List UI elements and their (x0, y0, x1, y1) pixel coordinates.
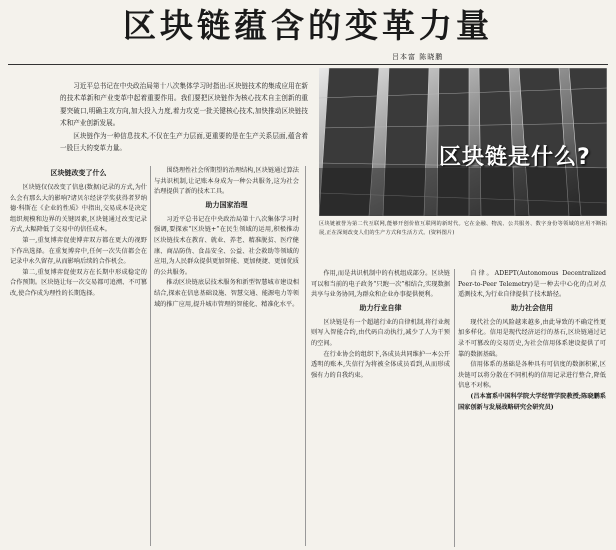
column-2 (154, 166, 299, 546)
illustration-photo (319, 68, 607, 216)
col1-para-2: 第一,重复博弈促使博弈双方都在更大的视野下作出选择。在重复博弈中,任何一次失信都会在记录中永久留存,从而影响后续的合作机会。 (10, 236, 147, 266)
section-heading-self-discipline: 助力行业自律 (359, 303, 402, 312)
header-rule (8, 64, 608, 65)
col4-para-2: 信用体系的基础是各种具有可信度的数据积累,区块链可以将分散在不同机构的信用记录进行整合,降低信息不对称。 (458, 361, 606, 390)
col4-para-1: 现代社会的风险越来越多,由此导致的不确定性更加多样化。信用是现代经济运行的基石,区块链通过记录不可篡改的交易历史,为社会信用体系建设提供了可靠的数据基础。 (458, 318, 606, 358)
photo-overlay-text: 区块链是什么? (439, 145, 591, 170)
headline: 区块链蕴含的变革力量 (123, 6, 493, 45)
col4-intro: 自律。ADEPT(Autonomous Decentralized Peer-to-Peer Telemetry)是一种去中心化的点对点遥测技术,为行业自律提供了技术路径。 (458, 270, 606, 299)
col1-para-1: 区块链仅仅改变了信息(数据)记录的方式,为什么会有那么大的影响?诸贝尔经济学奖获得者罗纳德·科斯在《企业的性质》中指出,交易成本是决定组织规模和边界的关键因素,区块链通过改变记录方式,大幅降低了交易中的信任成本。 (10, 184, 147, 234)
column-divider-3 (454, 269, 455, 547)
photo-caption (319, 220, 607, 237)
section-heading-change: 区块链改变了什么 (50, 169, 107, 177)
column-divider-2 (305, 166, 306, 546)
abstract-para-1: 习近平总书记在中央政治局第十八次集体学习时指出:区块链技术的集成应用在新的技术革新和产业变革中起着重要作用。我们要把区块链作为核心技术自主创新的重要突破口,明确主攻方向,加大投入力度,着力攻克一批关键核心技术,加快推动区块链技术和产业创新发展。 (60, 82, 308, 128)
byline: 吕本富 陈晓鹏 (392, 53, 444, 61)
column-4 (458, 269, 606, 547)
column-3 (311, 269, 450, 547)
author-credit: (吕本富系中国科学院大学经管学院教授;陈晓鹏系国家创新与发展战略研究会研究员) (458, 392, 606, 411)
col2-para-2: 推动区块链底层技术服务和新型智慧城市建设相结合,探索在信息基础设施、智慧交通、能源电力等领域的推广应用,提升城市管理的智能化、精准化水平。 (154, 279, 299, 308)
section-heading-credit: 助力社会信用 (511, 303, 553, 312)
col1-para-3: 第二,重复博弈促使双方在长期中形成稳定的合作预期。区块链让每一次交易都可追溯、不可篡改,使合作成为理性的长期选择。 (10, 268, 147, 297)
caption-text: 区块链被誉为第二代互联网,能够开创价值互联网的新时代。它在金融、物流、公共服务、数字身份等领域的应用不断拓展,正在深刻改变人们的生产方式和生活方式。 (319, 221, 607, 236)
column-1 (10, 166, 147, 546)
col2-para-1: 习近平总书记在中央政治局第十八次集体学习时强调,要探索“区块链+”在民生领域的运用,积极推动区块链技术在教育、就业、养老、精准脱贫、医疗健康、商品防伪、食品安全、公益、社会救助等领域的应用,为人民群众提供更加智能、更加便捷、更加优质的公共服务。 (154, 215, 299, 276)
col3-intro: 作用,而是共识机制中的有机组成部分。区块链可以和当前的电子政务“只跑一次”相结合,实现数据共享与业务协同,为群众和企业办事提供便利。 (311, 270, 450, 299)
col2-intro: 围绕理性社会所期望的治理结构,区块链通过算法与共识机制,让记账本身成为一种公共服务,这为社会治理提供了新的技术工具。 (154, 167, 299, 196)
section-heading-governance: 助力国家治理 (205, 200, 248, 209)
col3-para-2: 在行业协会的组织下,各成员共同维护一本公开透明的账本,失信行为将被全体成员看到,从而形成强有力的自我约束。 (311, 350, 450, 379)
col3-para-1: 区块链是有一个超越行业的自律机制,将行业规则写入智能合约,由代码自动执行,减少了人为干预的空间。 (311, 318, 450, 347)
abstract-para-2: 区块链作为一种信息技术,不仅在生产力层面,更重要的是在生产关系层面,蕴含着一股巨大的变革力量。 (60, 131, 308, 153)
abstract (60, 80, 308, 154)
column-divider-1 (150, 166, 151, 546)
caption-credit: (资料图片) (428, 229, 455, 236)
